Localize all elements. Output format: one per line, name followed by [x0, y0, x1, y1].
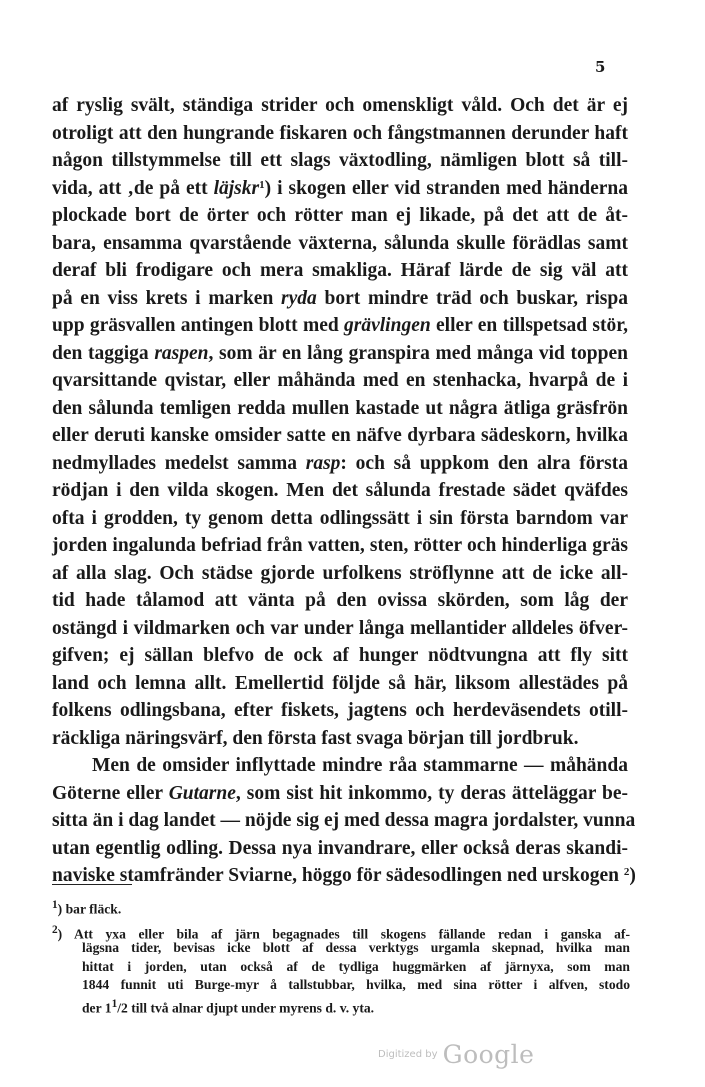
footnote-2-line: hittat i jorden, utan också af de tydliga huggmärken af järnyxa, som man [82, 958, 630, 974]
text-line: plockade bort de örter och rötter man ej likade, på det att de åt- [52, 205, 628, 226]
text-line: naviske stamfränder Sviarne, höggo för sädesodlingen ned urskogen $^2$) [52, 865, 636, 886]
text-line: vida, att ‚de på ett läjskr$^1$) i skogen eller vid stranden med händerna [52, 177, 628, 199]
text-line: deraf bli frodigare och mera smakliga. Häraf lärde de sig väl att [52, 260, 628, 281]
footnote-2-line: 1844 funnit uti Burge-myr å tallstubbar, hvilka, med sina rötter i alfven, stodo [82, 977, 630, 992]
text-line: ofta i grodden, ty genom detta odlingssätt i sin första barndom var [52, 507, 628, 529]
text-line: den taggiga raspen, som är en lång granspira med många vid toppen [52, 342, 628, 364]
footnote-1: $^1$) bar fläck. [52, 899, 122, 917]
text-line: på en viss krets i marken ryda bort mindre träd och buskar, rispa [52, 287, 628, 309]
text-line: jorden ingalunda befriad från vatten, sten, rötter och hinderliga gräs [52, 535, 628, 556]
watermark-prefix: Digitized by [378, 1049, 438, 1060]
text-line: räckliga näringsvärf, den första fast svaga början till jordbruk. [52, 727, 579, 749]
text-line: sitta än i dag landet — nöjde sig ej med dessa magra jordalster, vunna [52, 810, 636, 831]
text-line: bara, ensamma qvarstående växterna, sålunda skulle förädlas samt [52, 232, 628, 254]
footnote-marker-2: 2 [52, 923, 58, 936]
footnote-marker-1: 1 [52, 899, 58, 911]
text-line: af alla slag. Och städse gjorde urfolkens ströflynne att de icke all- [52, 562, 628, 584]
google-logo: Google [442, 1040, 535, 1069]
text-line: upp gräsvallen antingen blott med grävlingen eller en tillspetsad stör, [52, 315, 628, 336]
body-text [52, 92, 636, 890]
term-lajskr: läjskr [213, 177, 260, 199]
footnote-ref-2: 2 [623, 866, 630, 878]
text-line: Men de omsider inflyttade mindre råa stammarne — måhända [92, 755, 628, 776]
text-line: tid hade tålamod att vänta på den ovissa skörden, som låg der [52, 590, 628, 611]
footnote-2-line: der $1^1/2$ till två alnar djupt under myrens d. v. yta. [82, 997, 375, 1016]
text-line: utan egentlig odling. Dessa nya invandrare, eller också deras skandi- [52, 837, 628, 859]
text-line: gifven; ej sällan blefvo de ock af hunger nödtvungna att fly sitt [52, 645, 628, 666]
text-line: någon tillstymmelse till ett slags växtodling, nämligen blott så till- [52, 150, 628, 171]
text-line: ostängd i vildmarken och var under långa mellantider alldeles öfver- [52, 617, 628, 639]
footnote-2: $^2$) Att yxa eller bila af järn begagnades till skogens fällande redan i ganska af- [52, 923, 630, 942]
term-gravlingen: grävlingen [344, 315, 431, 336]
text-line: qvarsittande qvistar, eller måhända med en stenhacka, hvarpå de i [52, 370, 628, 391]
term-ryda: ryda [281, 287, 317, 309]
footnotes [52, 896, 630, 1016]
term-gutarne: Gutarne [168, 782, 236, 804]
text-line: folkens odlingsbana, efter fiskets, jagtens och herdeväsendets otill- [52, 700, 628, 721]
page-number: 5 [595, 58, 606, 76]
term-raspen: raspen [154, 342, 209, 364]
text-line: af ryslig svält, ständiga strider och omenskligt våld. Och det är ej [52, 95, 628, 116]
footnote-ref-1: 1 [259, 178, 265, 191]
text-line: nedmyllades medelst samma rasp: och så uppkom den alra första [52, 452, 628, 474]
term-rasp: rasp [305, 452, 341, 474]
text-line: eller deruti kanske omsider satte en näfve dyrbara sädeskorn, hvilka [52, 425, 628, 446]
text-line: den sålunda temligen redda mullen kastade ut några ätliga gräsfrön [52, 397, 628, 419]
text-line: otroligt att den hungrande fiskaren och fångstmannen derunder haft [52, 122, 628, 144]
footnote-2-line: lägsna tider, bevisas icke blott af dessa verktygs urgamla skepnad, hvilka man [82, 940, 630, 955]
footnote-divider [52, 884, 132, 885]
digitized-watermark [378, 1040, 534, 1069]
text-line: land och lemna allt. Emellertid följde så här, liksom allestädes på [52, 672, 628, 694]
text-line: Göterne eller Gutarne, som sist hit inkommo, ty deras ätteläggar be- [52, 782, 629, 804]
text-line: rödjan i den vilda skogen. Men det sålunda frestade sädet qväfdes [52, 480, 628, 501]
